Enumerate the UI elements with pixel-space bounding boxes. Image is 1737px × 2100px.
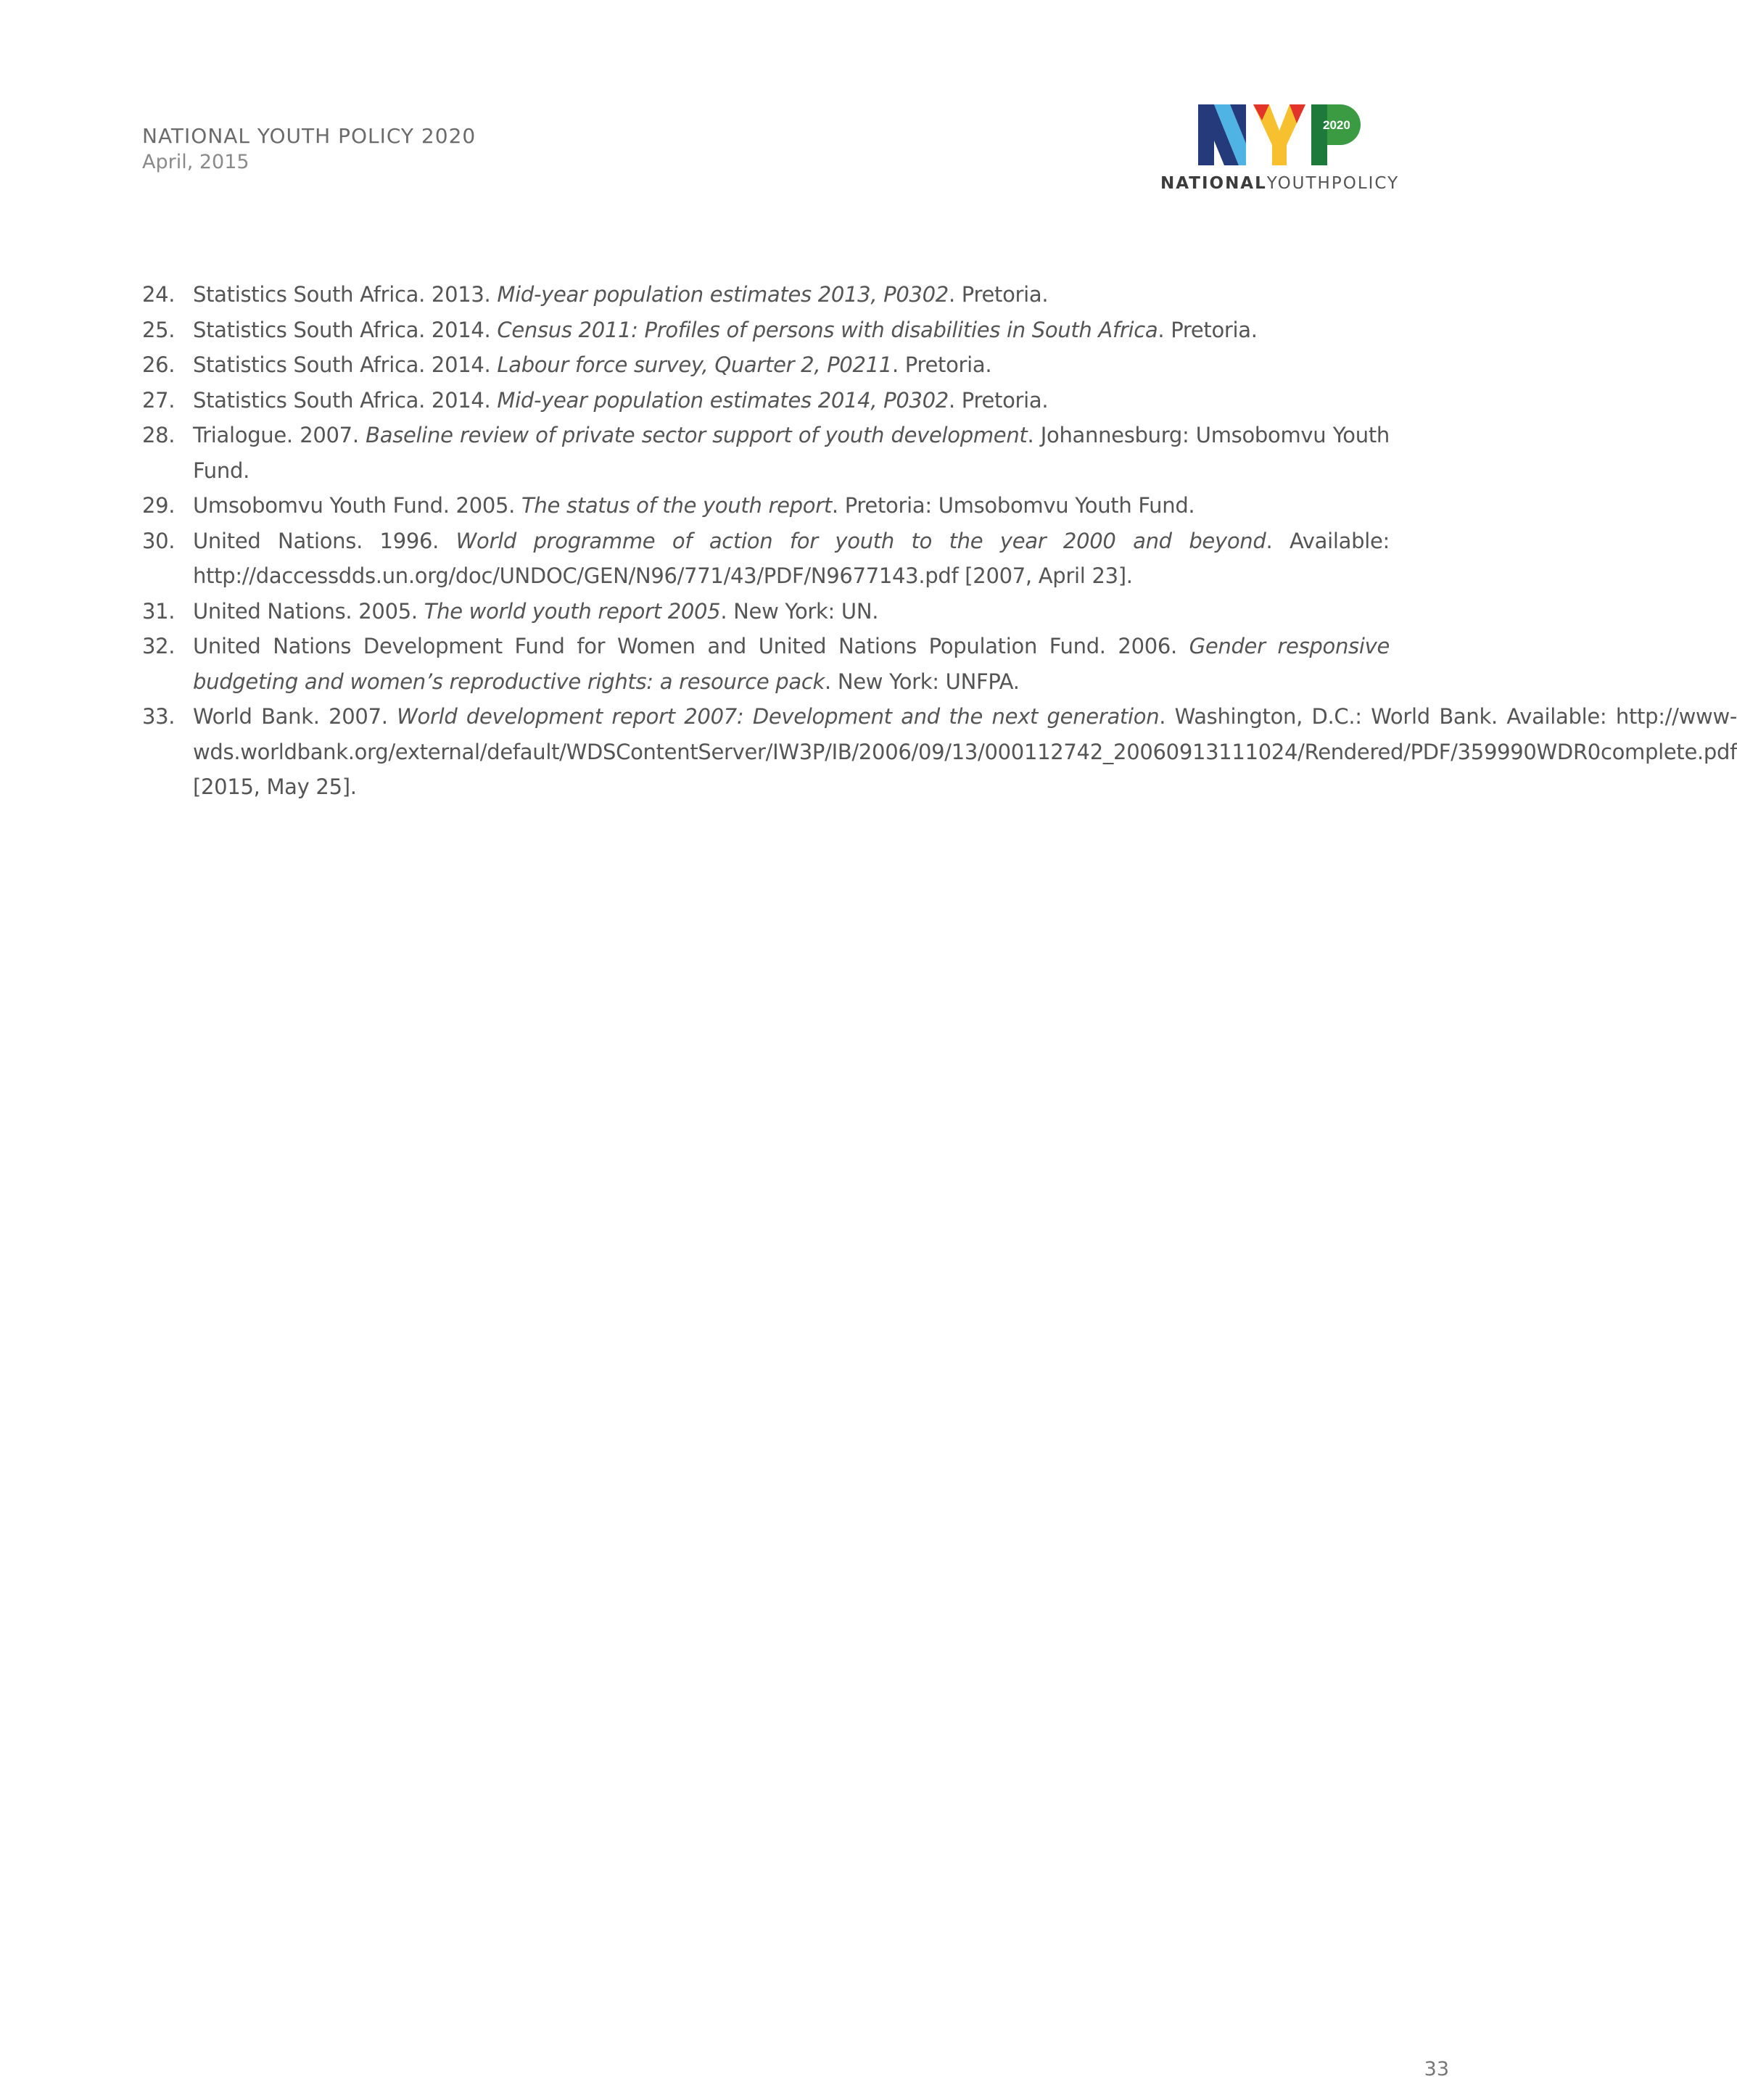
reference-item: [142, 488, 1390, 524]
document-title: NATIONAL YOUTH POLICY 2020: [142, 124, 476, 148]
reference-text: Statistics South Africa. 2014. Census 2011: Profiles of persons with disabilities in South Africa. Pretoria.: [193, 317, 1258, 342]
reference-title: The status of the youth report: [521, 493, 832, 518]
logo-word-youth: YOUTH: [1266, 174, 1332, 193]
reference-item: [142, 347, 1390, 383]
reference-title: Baseline review of private sector support of youth development: [366, 423, 1028, 447]
reference-text: Statistics South Africa. 2014. Labour force survey, Quarter 2, P0211. Pretoria.: [193, 352, 992, 377]
reference-item: [142, 594, 1390, 629]
reference-number: 28.: [142, 423, 176, 447]
reference-text: United Nations Development Fund for Women and United Nations Population Fund. 2006. Gender responsive budgeting and women’s reproductive rights: a resource pack. New York: UNFPA.: [193, 634, 1390, 694]
nyp-logo: [1160, 104, 1400, 206]
reference-title: Labour force survey, Quarter 2, P0211: [497, 352, 892, 377]
reference-number: 33.: [142, 704, 176, 729]
reference-text: United Nations. 1996. World programme of action for youth to the year 2000 and beyond. Available: http://daccessdds.un.org/doc/UNDOC/GEN/N96/771/43/PDF/N9677143.pdf [2007, April 23].: [193, 528, 1390, 588]
reference-item: [142, 383, 1390, 418]
logo-wordmark: [1160, 174, 1400, 193]
reference-text: United Nations. 2005. The world youth report 2005. New York: UN.: [193, 598, 879, 624]
nyp-logo-mark: [1198, 104, 1358, 165]
document-header: [142, 123, 476, 175]
page-number: 33: [1424, 2058, 1449, 2080]
reference-title: Mid-year population estimates 2014, P0302: [497, 387, 949, 413]
reference-number: 24.: [142, 282, 176, 307]
logo-word-national: NATIONAL: [1160, 174, 1267, 193]
reference-list: [142, 277, 1737, 805]
document-date: April, 2015: [142, 151, 249, 173]
reference-number: 25.: [142, 317, 176, 342]
reference-text: Trialogue. 2007. Baseline review of private sector support of youth development. Johannesburg: Umsobomvu Youth Fund.: [193, 423, 1390, 483]
reference-text: Statistics South Africa. 2013. Mid-year population estimates 2013, P0302. Pretoria.: [193, 282, 1049, 307]
reference-item: [142, 629, 1390, 699]
reference-number: 31.: [142, 598, 176, 624]
reference-item: [142, 524, 1390, 594]
reference-item: [142, 313, 1390, 348]
reference-title: The world youth report 2005: [424, 598, 721, 624]
logo-year: 2020: [1323, 118, 1350, 132]
reference-text: World Bank. 2007. World development report 2007: Development and the next generation. Washington, D.C.: World Bank. Available: http://www-wds.worldbank.org/external/default/WDSContentServer/IW3P/IB/2006/09/13/000112742_20060913111024/Rendered/PDF/359990WDR0complete.pdf [2015, May 25].: [193, 704, 1737, 799]
reference-text: Umsobomvu Youth Fund. 2005. The status of the youth report. Pretoria: Umsobomvu Youth Fund.: [193, 493, 1195, 518]
reference-number: 30.: [142, 528, 176, 553]
reference-title: World development report 2007: Development and the next generation: [397, 704, 1160, 729]
reference-title: Mid-year population estimates 2013, P0302: [497, 282, 949, 307]
reference-number: 29.: [142, 493, 176, 518]
logo-word-policy: POLICY: [1331, 174, 1400, 193]
reference-title: Census 2011: Profiles of persons with disabilities in South Africa: [497, 317, 1158, 342]
reference-title: World programme of action for youth to the year 2000 and beyond: [455, 528, 1266, 553]
reference-number: 26.: [142, 352, 176, 377]
reference-item: [142, 418, 1390, 488]
reference-number: 27.: [142, 387, 176, 413]
reference-title: Gender responsive budgeting and women’s reproductive rights: a resource pack: [193, 634, 1390, 694]
reference-item: [142, 277, 1390, 313]
reference-number: 32.: [142, 634, 176, 658]
reference-text: Statistics South Africa. 2014. Mid-year population estimates 2014, P0302. Pretoria.: [193, 387, 1049, 413]
reference-item: [142, 699, 1737, 805]
